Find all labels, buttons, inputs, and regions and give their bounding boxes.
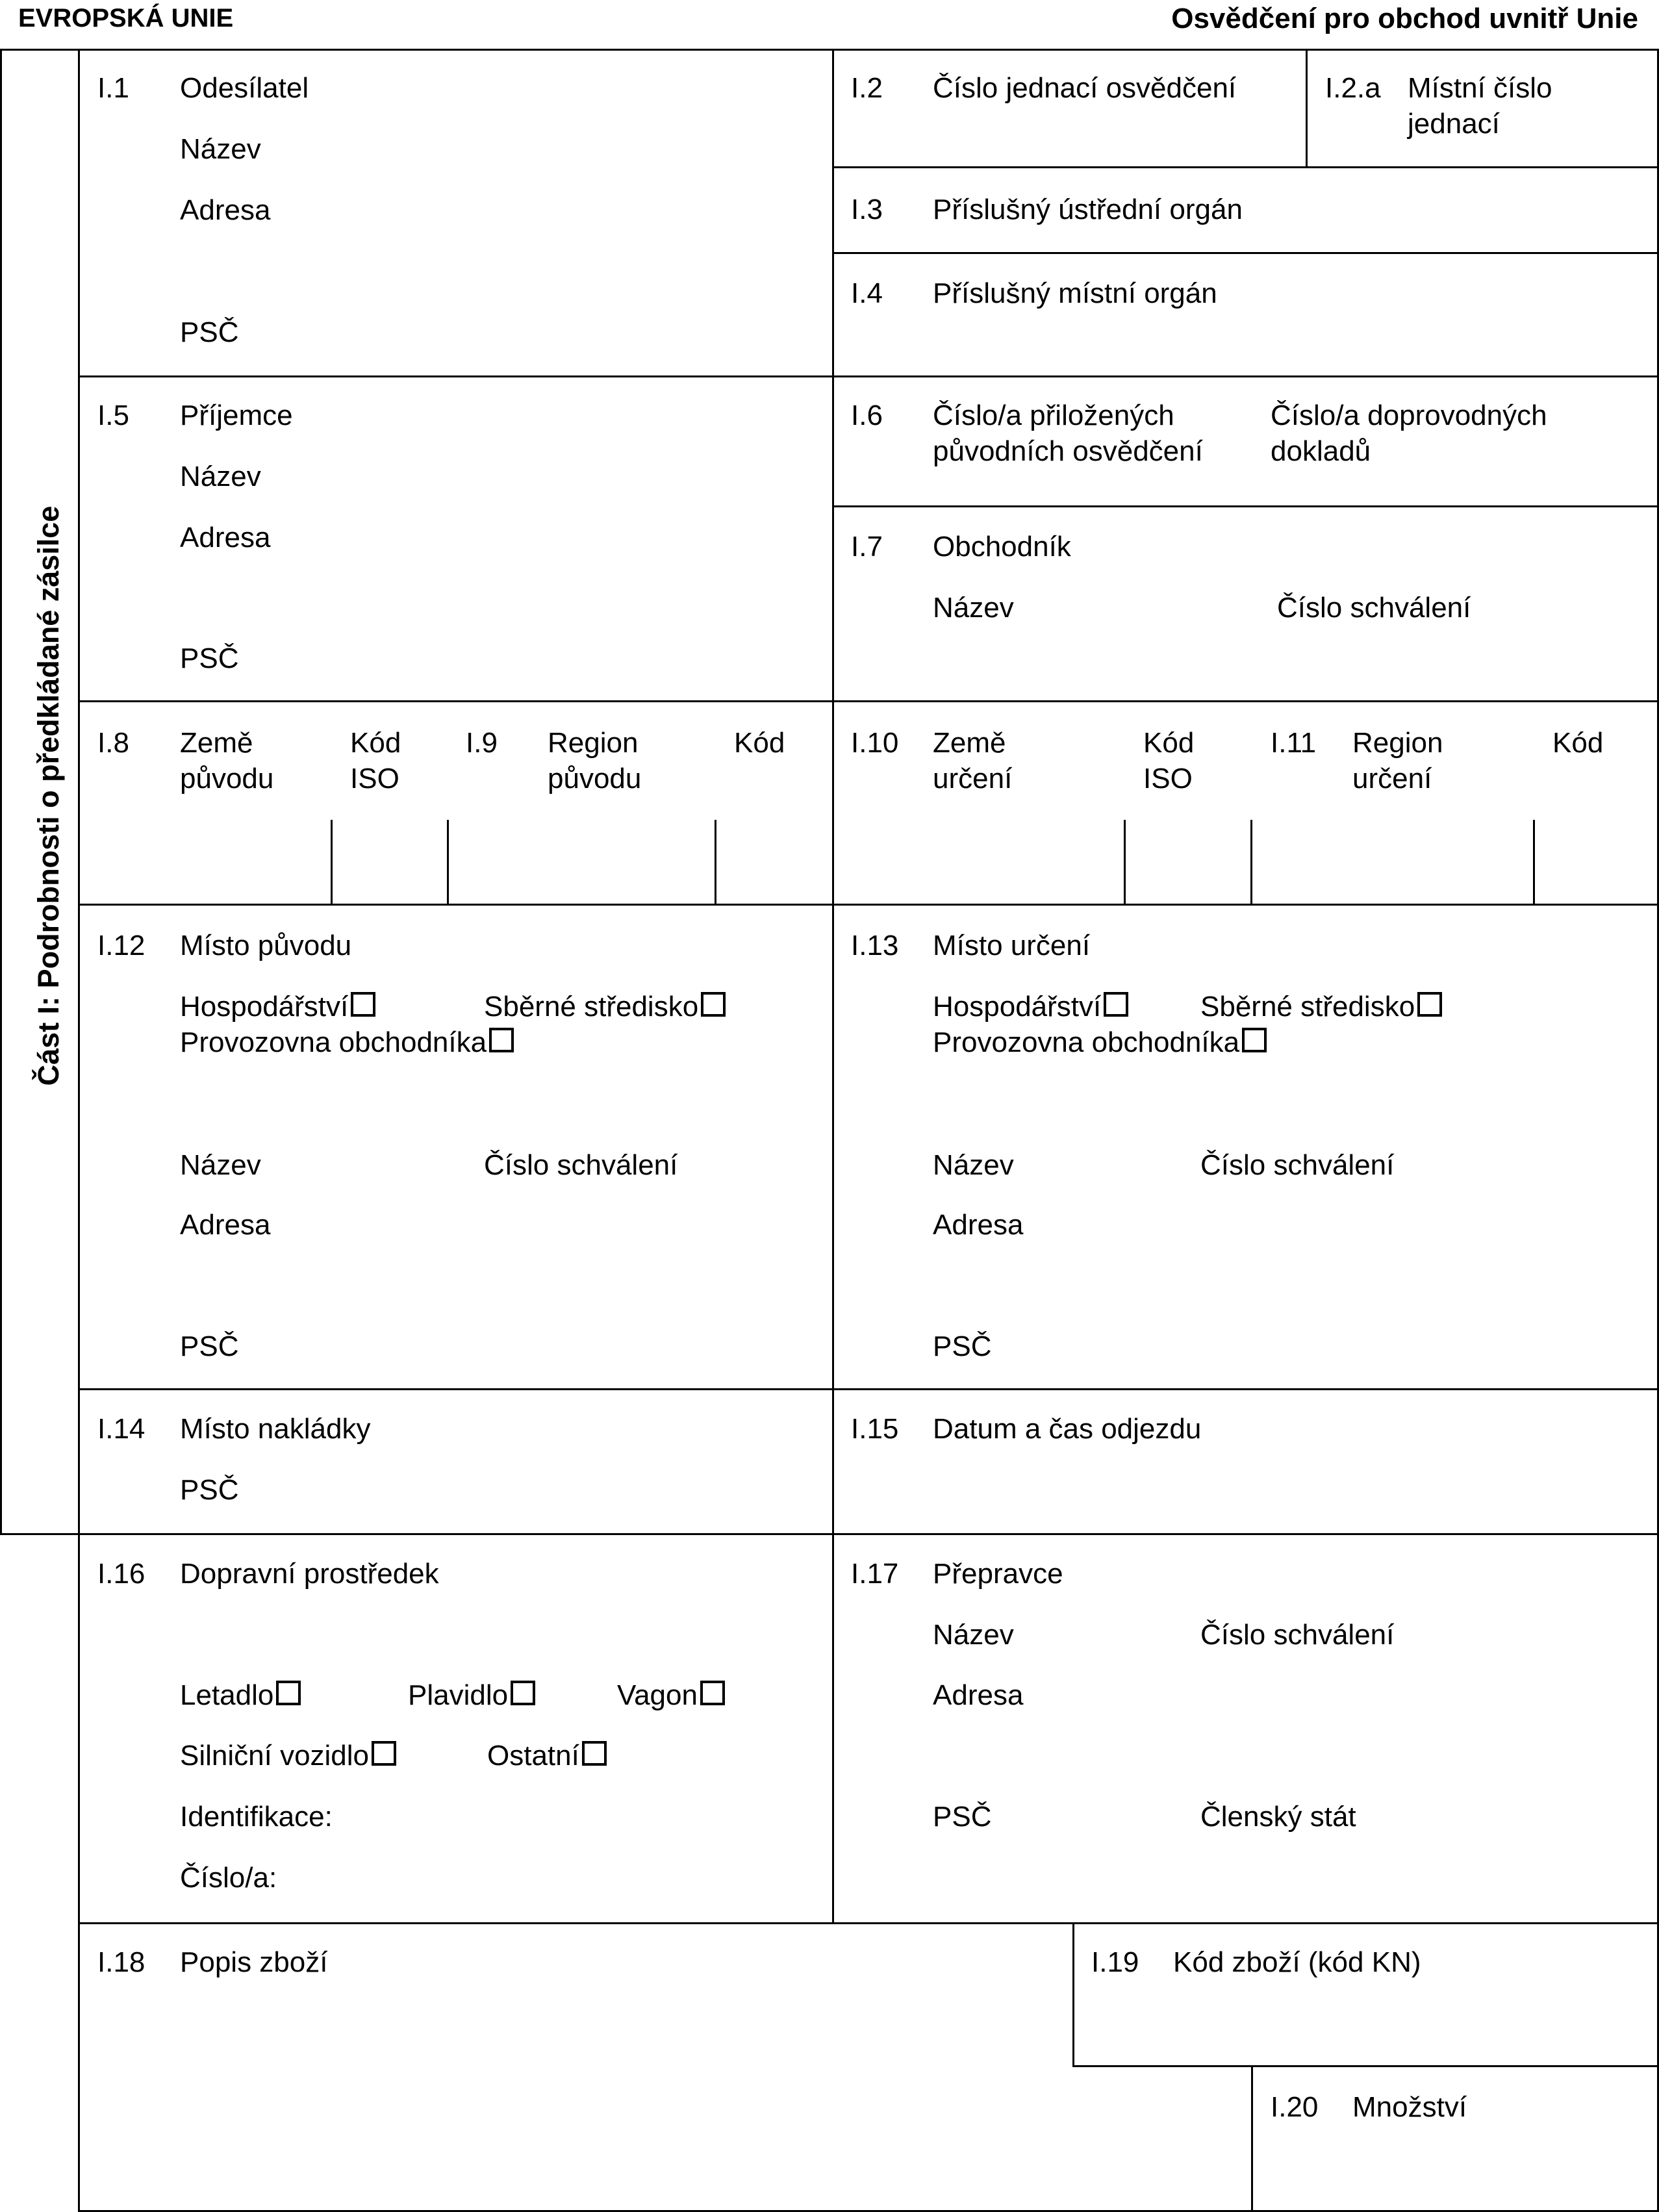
box-i16-option-road-vehicle-label: Silniční vozidlo (180, 1740, 370, 1772)
box-i13-option-farm[interactable] (933, 989, 1128, 1024)
box-i8-number: I.8 (97, 727, 129, 759)
box-i5-title: Příjemce (180, 400, 293, 431)
grid-line (1533, 820, 1535, 905)
box-i2a-number: I.2.a (1325, 72, 1381, 104)
box-i13-farm-checkbox[interactable] (1104, 992, 1128, 1017)
box-i13-option-farm-label: Hospodářství (933, 991, 1102, 1023)
grid-line (447, 820, 449, 905)
box-i4-number: I.4 (851, 277, 883, 309)
box-i16-option-aircraft-label: Letadlo (180, 1679, 274, 1711)
box-i12-option-collection-centre-label: Sběrné středisko (484, 991, 699, 1023)
box-i13-title: Místo určení (933, 930, 1091, 961)
grid-line (832, 252, 1659, 254)
box-i17-number: I.17 (851, 1558, 899, 1590)
box-i14-number: I.14 (97, 1413, 146, 1445)
grid-line (0, 1533, 1659, 1535)
box-i17-address: Adresa (933, 1679, 1024, 1711)
box-i11-label-line1: Region (1352, 727, 1443, 759)
box-i1-title: Odesílatel (180, 72, 309, 104)
box-i3-title: Příslušný ústřední orgán (933, 194, 1243, 225)
box-i2a-title-line2: jednací (1408, 108, 1500, 140)
box-i12-name: Název (180, 1149, 261, 1181)
box-i3-number: I.3 (851, 194, 883, 225)
box-i19-title: Kód zboží (kód KN) (1173, 1946, 1421, 1978)
box-i12-farm-checkbox[interactable] (351, 992, 375, 1017)
box-i13-option-collection-centre[interactable] (1200, 989, 1442, 1024)
header-eu-label: EVROPSKÁ UNIE (18, 4, 234, 32)
box-i12-option-collection-centre[interactable] (484, 989, 726, 1024)
box-i13-option-dealer-premises-label: Provozovna obchodníka (933, 1026, 1240, 1058)
grid-line (1072, 2065, 1659, 2067)
box-i1-name: Název (180, 133, 261, 165)
box-i13-zip: PSČ (933, 1330, 992, 1362)
grid-line (832, 166, 1659, 168)
grid-line (0, 49, 2, 1535)
box-i12-option-farm-label: Hospodářství (180, 991, 349, 1023)
box-i20-title: Množství (1352, 2091, 1467, 2123)
box-i5-name: Název (180, 461, 261, 492)
box-i1-number: I.1 (97, 72, 129, 104)
box-i10-label-line1: Země (933, 727, 1006, 759)
box-i12-option-farm[interactable] (180, 989, 375, 1024)
box-i16-number: I.16 (97, 1558, 146, 1590)
box-i7-title: Obchodník (933, 531, 1071, 563)
grid-line (1250, 820, 1252, 905)
grid-line (1306, 49, 1308, 168)
box-i17-member-state: Členský stát (1200, 1801, 1356, 1833)
box-i5-address: Adresa (180, 522, 271, 553)
grid-line (1072, 1922, 1074, 2067)
box-i16-title: Dopravní prostředek (180, 1558, 439, 1590)
box-i12-option-dealer-premises-label: Provozovna obchodníka (180, 1026, 487, 1058)
part-one-side-label: Část I: Podrobnosti o předkládané zásilce (32, 505, 65, 1086)
box-i2a-title-line1: Místní číslo (1408, 72, 1552, 104)
box-i7-approval: Číslo schválení (1277, 592, 1471, 624)
grid-line (832, 505, 1659, 507)
box-i11-code: Kód (1552, 727, 1604, 759)
box-i16-road-vehicle-checkbox[interactable] (372, 1741, 396, 1766)
box-i10-number: I.10 (851, 727, 899, 759)
box-i6-col1-line1: Číslo/a přiložených (933, 400, 1174, 431)
box-i15-title: Datum a čas odjezdu (933, 1413, 1202, 1445)
box-i13-collection-centre-checkbox[interactable] (1417, 992, 1442, 1017)
box-i12-dealer-premises-checkbox[interactable] (489, 1028, 514, 1052)
box-i13-name: Název (933, 1149, 1014, 1181)
grid-line (832, 49, 834, 1924)
box-i16-vessel-checkbox[interactable] (511, 1681, 535, 1705)
box-i1-zip: PSČ (180, 316, 239, 348)
grid-line (78, 375, 1659, 377)
box-i11-number: I.11 (1271, 727, 1317, 759)
box-i12-address: Adresa (180, 1209, 271, 1241)
box-i9-code: Kód (734, 727, 785, 759)
box-i2-number: I.2 (851, 72, 883, 104)
grid-line (0, 49, 1659, 51)
box-i8-code-line2: ISO (350, 763, 399, 795)
box-i9-label-line1: Region (548, 727, 639, 759)
grid-line (78, 1388, 1659, 1390)
box-i8-label-line1: Země (180, 727, 253, 759)
box-i12-title: Místo původu (180, 930, 352, 961)
box-i16-wagon-checkbox[interactable] (700, 1681, 725, 1705)
box-i14-zip: PSČ (180, 1474, 239, 1506)
grid-line (715, 820, 716, 905)
grid-line (78, 49, 80, 2212)
box-i6-col2-line2: dokladů (1271, 435, 1371, 467)
box-i16-option-wagon-label: Vagon (617, 1679, 698, 1711)
box-i2-title: Číslo jednací osvědčení (933, 72, 1237, 104)
box-i13-dealer-premises-checkbox[interactable] (1242, 1028, 1267, 1052)
box-i16-option-wagon[interactable] (617, 1677, 725, 1713)
box-i12-option-dealer-premises[interactable] (180, 1024, 514, 1060)
box-i11-label-line2: určení (1352, 763, 1432, 795)
grid-line (1124, 820, 1126, 905)
box-i9-number: I.9 (466, 727, 498, 759)
box-i16-numbers: Číslo/a: (180, 1862, 277, 1894)
box-i12-number: I.12 (97, 930, 146, 961)
box-i9-label-line2: původu (548, 763, 642, 795)
part-one-side-column (0, 0, 78, 1533)
box-i7-number: I.7 (851, 531, 883, 563)
box-i19-number: I.19 (1091, 1946, 1139, 1978)
box-i13-address: Adresa (933, 1209, 1024, 1241)
box-i16-option-other-label: Ostatní (487, 1740, 579, 1772)
box-i10-code-line1: Kód (1143, 727, 1195, 759)
grid-line (78, 700, 1659, 702)
box-i12-approval: Číslo schválení (484, 1149, 678, 1181)
box-i16-option-other[interactable] (487, 1738, 607, 1773)
box-i6-number: I.6 (851, 400, 883, 431)
box-i10-label-line2: určení (933, 763, 1013, 795)
box-i16-identification: Identifikace: (180, 1801, 333, 1833)
box-i17-approval: Číslo schválení (1200, 1619, 1395, 1651)
box-i16-option-aircraft[interactable] (180, 1677, 301, 1713)
box-i5-number: I.5 (97, 400, 129, 431)
box-i8-label-line2: původu (180, 763, 274, 795)
box-i13-option-dealer-premises[interactable] (933, 1024, 1267, 1060)
header-certificate-title: Osvědčení pro obchod uvnitř Unie (1171, 3, 1638, 34)
box-i6-col2-line1: Číslo/a doprovodných (1271, 400, 1547, 431)
box-i13-option-collection-centre-label: Sběrné středisko (1200, 991, 1415, 1023)
grid-line (1251, 2065, 1253, 2212)
grid-line (78, 904, 1659, 906)
box-i18-number: I.18 (97, 1946, 146, 1978)
box-i4-title: Příslušný místní orgán (933, 277, 1217, 309)
box-i10-code-line2: ISO (1143, 763, 1193, 795)
box-i16-option-road-vehicle[interactable] (180, 1738, 396, 1773)
box-i16-option-vessel[interactable] (408, 1677, 535, 1713)
box-i12-collection-centre-checkbox[interactable] (701, 992, 726, 1017)
grid-line (331, 820, 333, 905)
box-i8-code-line1: Kód (350, 727, 401, 759)
box-i6-col1-line2: původních osvědčení (933, 435, 1203, 467)
box-i7-name: Název (933, 592, 1014, 624)
grid-line (78, 1922, 1659, 1924)
box-i16-option-vessel-label: Plavidlo (408, 1679, 509, 1711)
box-i5-zip: PSČ (180, 642, 239, 674)
box-i17-name: Název (933, 1619, 1014, 1651)
box-i13-number: I.13 (851, 930, 899, 961)
box-i16-other-checkbox[interactable] (582, 1741, 607, 1766)
box-i16-aircraft-checkbox[interactable] (276, 1681, 301, 1705)
box-i17-title: Přepravce (933, 1558, 1063, 1590)
box-i17-zip: PSČ (933, 1801, 992, 1833)
box-i13-approval: Číslo schválení (1200, 1149, 1395, 1181)
box-i20-number: I.20 (1271, 2091, 1319, 2123)
box-i15-number: I.15 (851, 1413, 899, 1445)
box-i18-title: Popis zboží (180, 1946, 328, 1978)
box-i1-address: Adresa (180, 194, 271, 226)
box-i14-title: Místo nakládky (180, 1413, 371, 1445)
box-i12-zip: PSČ (180, 1330, 239, 1362)
